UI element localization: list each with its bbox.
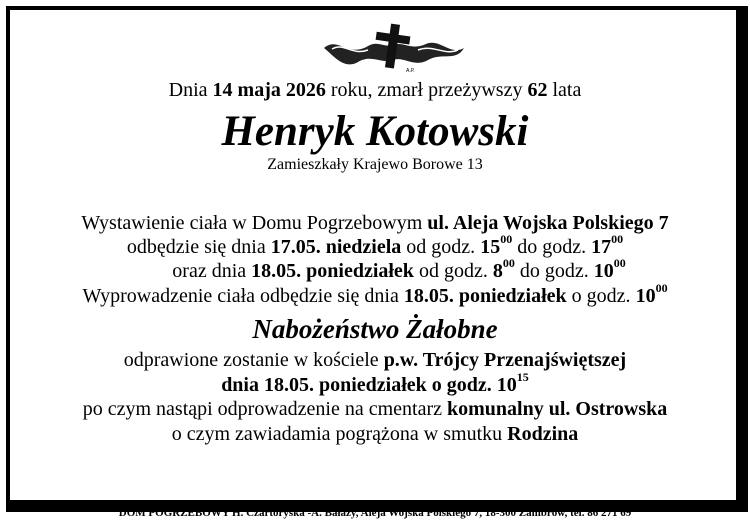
cross-wreath-emblem-icon [318,18,468,76]
ceremony-church-line: odprawione zostanie w kościele p.w. Trójcy Przenajświętszej [123,349,627,371]
funeral-home-footer: DOM POGRZEBOWY H. Czartoryska -A. Bałazy, Aleja Wojska Polskiego 7, 18-300 Zambrów, tel. 86 271 69 [118,507,632,519]
deceased-name: Henryk Kotowski [221,108,529,155]
viewing-day1-line: odbędzie się dnia 17.05. niedziela od godz. $15^{00}$ do godz. $17^{00}$ [126,232,624,258]
cemetery-line: po czym nastąpi odprowadzenie na cmentarz komunalny ul. Ostrowska [82,398,668,420]
svg-text:A.P.: A.P. [406,68,415,74]
ceremony-time-line: dnia 18.05. poniedziałek o godz. $10^{15}$ [221,370,529,396]
family-line: o czym zawiadamia pogrążona w smutku Rodzina [171,423,579,445]
viewing-day2-line: oraz dnia 18.05. poniedziałek od godz. $8^{00}$ do godz. $10^{00}$ [172,256,626,282]
procession-line: Wyprowadzenie ciała odbędzie się dnia 18.05. poniedziałek o godz. $10^{00}$ [82,281,668,307]
deceased-address: Zamieszkały Krajewo Borowe 13 [267,156,483,173]
ceremony-title: Nabożeństwo Żałobne [252,314,498,344]
death-notice-line: Dnia 14 maja 2026 roku, zmarł przeżywszy 62 lata [168,79,582,101]
viewing-place-line: Wystawienie ciała w Domu Pogrzebowym ul. Aleja Wojska Polskiego 7 [81,212,669,234]
